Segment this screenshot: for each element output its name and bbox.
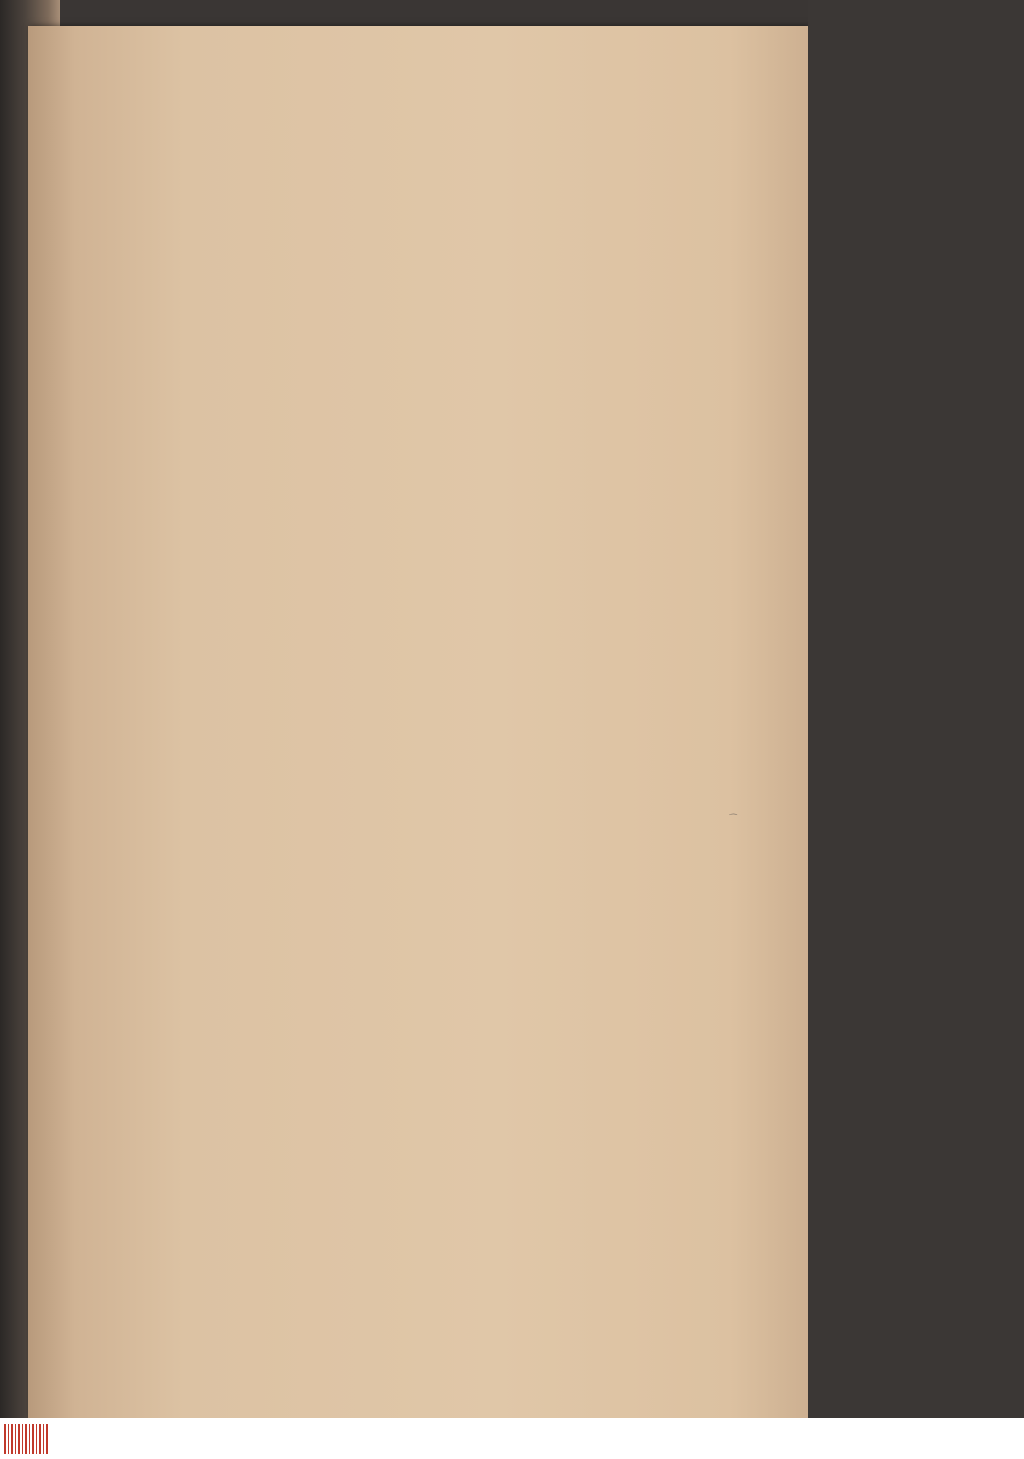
show-through-mark: ⁔ xyxy=(730,806,738,816)
footer-bar xyxy=(0,1418,1024,1459)
document-page xyxy=(28,26,808,1418)
drop-capital xyxy=(62,384,120,450)
dfg-logo xyxy=(934,1420,1020,1456)
barcode-icon xyxy=(4,1424,48,1454)
running-header xyxy=(200,168,800,208)
scan-backdrop-right xyxy=(808,0,1024,1418)
